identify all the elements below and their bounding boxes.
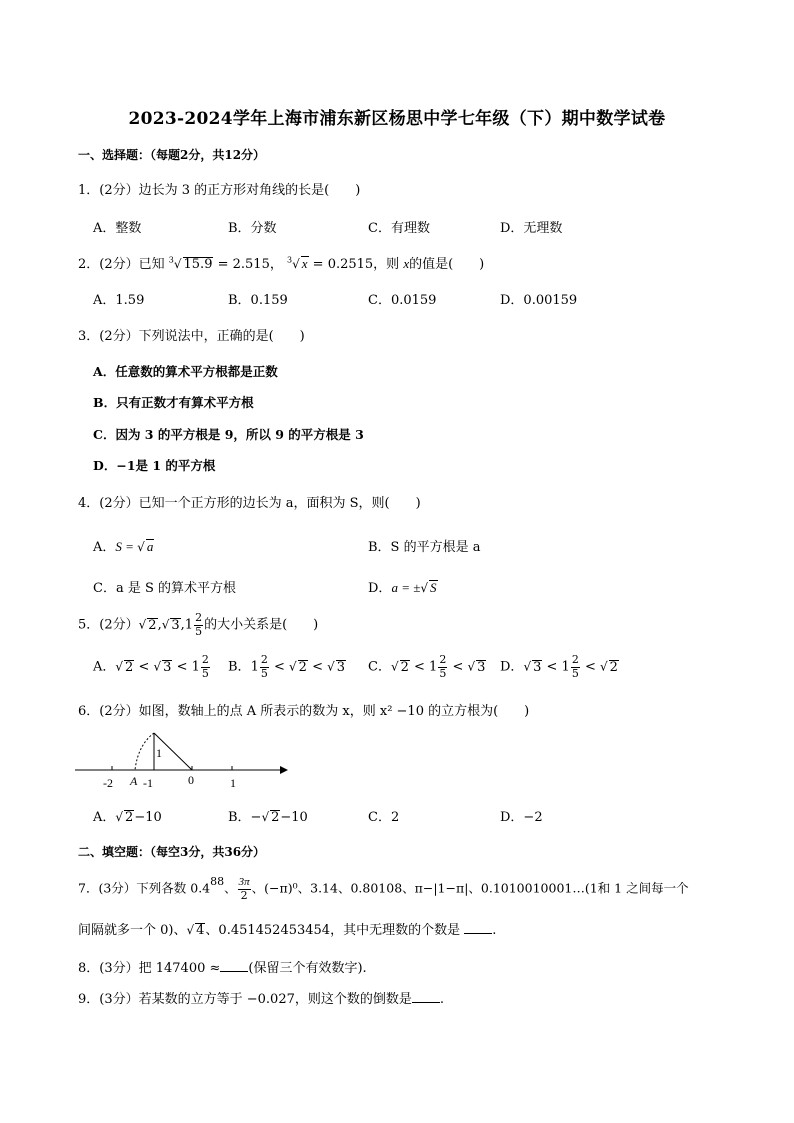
q5-fraction: $\frac{2}{5}$: [195, 611, 203, 638]
q3-option-c: C．因为 3 的平方根是 9，所以 9 的平方根是 3: [93, 427, 364, 442]
section-heading-choice: 一、选择题：（每题2分，共12分）: [78, 148, 266, 162]
q4-option-c: C．a 是 S 的算术平方根: [93, 581, 237, 596]
question-6: 6．(2分）如图，数轴上的点 A 所表示的数为 x，则 x² −10 的立方根为( ): [78, 704, 530, 719]
compass-arc: [135, 733, 154, 770]
q2-number: 2．(2分）已知: [78, 257, 165, 272]
tick-label-1: 1: [230, 776, 236, 790]
q5-number: 5．(2分）: [78, 617, 139, 633]
q2-var: x: [403, 256, 410, 271]
q2-option-a: A．1.59: [93, 293, 145, 308]
question-9: 9．(3分）若某数的立方等于 −0.027，则这个数的倒数是 .: [78, 992, 444, 1007]
q8-answer-blank[interactable]: [220, 959, 248, 972]
q2-text-2: = 0.2515，则: [312, 257, 400, 272]
q5-tail: 的大小关系是( ): [204, 617, 319, 633]
q1-option-b: B．分数: [228, 221, 277, 236]
q2-text-3: 的值是( ): [409, 257, 485, 272]
q3-option-d: D．−1是 1 的平方根: [93, 458, 216, 473]
q2-option-c: C．0.0159: [368, 293, 437, 308]
question-5: 5．(2分）√ 2,√ 3,1 $\frac{2}{5}$ 的大小关系是( ): [78, 611, 319, 638]
question-3: 3．(2分）下列说法中，正确的是( ): [78, 329, 305, 344]
q6-option-c: C．2: [368, 810, 400, 825]
q7-answer-blank[interactable]: [464, 921, 492, 934]
q7-fraction: $\frac{3\pi}{2}$: [238, 876, 250, 902]
question-2: 2．(2分）已知 $^3$√ 15.9 = 2.515， $^3$√ x = 0.2515，则 x的值是( ): [78, 255, 485, 272]
q4-option-a-eq: S =: [115, 539, 138, 554]
q4-option-b: B．S 的平方根是 a: [368, 540, 481, 555]
question-4: 4．(2分）已知一个正方形的边长为 a，面积为 S，则( ): [78, 496, 421, 511]
side-label: 1: [156, 746, 162, 760]
question-7-line-1: 7．(3分）下列各数 0.488、 $\frac{3\pi}{2}$ 、(−π)⁰、3.14、0.80108、π−|1−π|、0.1010010001…(1和 1 之间每一个: [78, 874, 689, 902]
q2-option-d: D．0.00159: [500, 293, 578, 308]
q9-answer-blank[interactable]: [412, 990, 440, 1003]
q2-option-b: B．0.159: [228, 293, 288, 308]
page-title: 2023-2024学年上海市浦东新区杨思中学七年级（下）期中数学试卷: [128, 109, 666, 129]
q4-option-a-radicand: a: [146, 539, 154, 554]
q3-option-a: A．任意数的算术平方根都是正数: [93, 364, 278, 379]
q5-option-d: D．√ 3 < 1 $\frac{2}{5}$ < √ 2: [500, 653, 618, 680]
tick-label-neg2: -2: [103, 776, 113, 790]
number-line-figure: [70, 725, 300, 795]
q6-option-a: A．√ 2−10: [93, 810, 162, 825]
q4-option-a-letter: A．: [93, 540, 116, 555]
q2-radicand-1: 15.9: [183, 257, 213, 272]
point-a-label: A: [130, 774, 138, 788]
q4-option-d-radicand: S: [430, 580, 437, 595]
q2-text-1: = 2.515，: [217, 257, 283, 272]
q6-option-b: B．−√ 2−10: [228, 810, 308, 825]
q5-option-b: B．1 $\frac{2}{5}$ < √ 2 < √ 3: [228, 653, 346, 680]
q7-repeating-digits: 88: [210, 874, 225, 888]
q4-option-d: D．a = ±√ S: [368, 580, 437, 596]
q4-option-a: A．S = √ a: [93, 539, 154, 555]
q4-option-d-eq: a = ±: [391, 580, 421, 595]
q6-option-d: D．−2: [500, 810, 543, 825]
tick-label-neg1: -1: [143, 776, 153, 790]
axis-arrow-icon: [280, 766, 288, 774]
q2-radicand-2: x: [301, 256, 308, 271]
q1-option-a: A．整数: [93, 221, 142, 236]
section-heading-fill: 二、填空题：（每空3分，共36分）: [78, 845, 266, 859]
q5-sqrt3: 3: [171, 617, 180, 633]
question-8: 8．(3分）把 147400 ≈ (保留三个有效数字).: [78, 961, 367, 976]
q1-option-c: C．有理数: [368, 221, 430, 236]
q5-sqrt2: 2: [148, 617, 157, 633]
q5-option-a: A．√ 2 < √ 3 < 1 $\frac{2}{5}$: [93, 653, 209, 680]
q1-option-d: D．无理数: [500, 221, 563, 236]
q5-mixed-whole: 1: [184, 617, 194, 633]
question-1: 1．(2分）边长为 3 的正方形对角线的长是( ): [78, 183, 361, 198]
tick-label-0: 0: [188, 773, 194, 787]
q3-option-b: B．只有正数才有算术平方根: [93, 395, 254, 410]
q4-option-d-letter: D．: [368, 581, 392, 596]
question-7-line-2: 间隔就多一个 0)、√ 4、0.451452453454，其中无理数的个数是 .: [78, 923, 497, 938]
q5-option-c: C．√ 2 < 1 $\frac{2}{5}$ < √ 3: [368, 653, 486, 680]
